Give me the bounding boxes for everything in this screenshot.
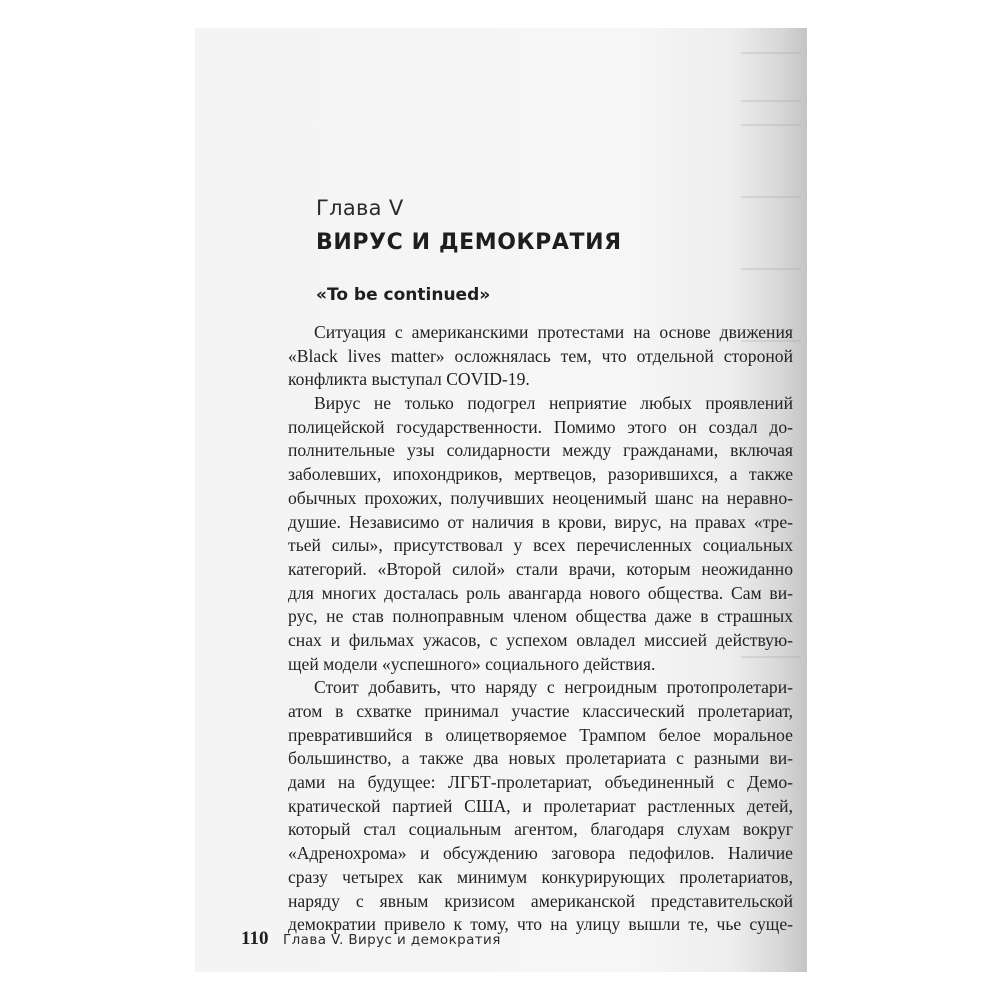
show-through-line xyxy=(741,100,801,102)
show-through-line xyxy=(741,268,801,270)
text-line: превратившийся в олицетворяемое Трампом белое моральное xyxy=(288,724,793,745)
text-line: Вирус не только подогрел неприятие любых проявлений xyxy=(314,393,793,414)
text-line: душие. Независимо от наличия в крови, вирус, на правах «тре- xyxy=(288,511,793,532)
text-line: категорий. «Второй силой» стали врачи, которым неожиданно xyxy=(288,558,793,579)
text-line: кратической партией США, и пролетариат растленных детей, xyxy=(288,795,793,816)
text-line: тьей силы», присутствовал у всех перечисленных социальных xyxy=(288,535,793,556)
text-line: Стоит добавить, что наряду с негроидным протопролетари- xyxy=(314,677,793,698)
text-line: полнительные узы солидарности между гражданами, включая xyxy=(288,440,793,461)
chapter-label: Глава V xyxy=(316,196,404,220)
show-through-line xyxy=(741,124,801,126)
text-line: снах и фильмах ужасов, с успехом овладел миссией действую- xyxy=(288,629,793,650)
text-line: наряду с явным кризисом американской представительской xyxy=(288,890,793,911)
text-line: конфликта выступал COVID-19. xyxy=(288,369,530,390)
page-number: 110 xyxy=(241,928,269,949)
paragraph xyxy=(288,676,793,937)
text-line: для многих досталась роль авангарда нового общества. Сам ви- xyxy=(288,582,793,603)
text-line: демократии привело к тому, что на улицу вышли те, чье суще- xyxy=(288,914,793,935)
body-text xyxy=(288,321,793,937)
text-line: рус, не став полноправным членом общества даже в страшных xyxy=(288,606,793,627)
running-head: Глава V. Вирус и демократия xyxy=(283,932,501,948)
text-line: полицейской государственности. Помимо этого он создал до- xyxy=(288,416,793,437)
text-line: дами на будущее: ЛГБТ-пролетариат, объединенный с Демо- xyxy=(288,772,793,793)
chapter-title: ВИРУС И ДЕМОКРАТИЯ xyxy=(316,230,622,255)
paragraph xyxy=(288,392,793,676)
text-line: обычных прохожих, получивших неоценимый шанс на неравно- xyxy=(288,487,793,508)
text-line: который стал социальным агентом, благодаря слухам вокруг xyxy=(288,819,793,840)
text-line: большинство, а также два новых пролетариата с разными ви- xyxy=(288,748,793,769)
text-line: сразу четырех как минимум конкурирующих пролетариатов, xyxy=(288,866,793,887)
paragraph xyxy=(288,321,793,392)
text-line: заболевших, ипохондриков, мертвецов, разорившихся, а также xyxy=(288,464,793,485)
text-line: «Адренохрома» и обсуждению заговора педофилов. Наличие xyxy=(288,843,793,864)
show-through-line xyxy=(741,52,801,54)
show-through-line xyxy=(741,196,801,198)
text-line: Ситуация с американскими протестами на основе движения xyxy=(314,322,793,342)
section-title: «To be continued» xyxy=(316,285,491,305)
text-line: атом в схватке принимал участие классический пролетариат, xyxy=(288,701,793,721)
text-line: «Black lives matter» осложнялась тем, что отдельной стороной xyxy=(288,345,793,366)
text-line: щей модели «успешного» социального действия. xyxy=(288,653,656,674)
